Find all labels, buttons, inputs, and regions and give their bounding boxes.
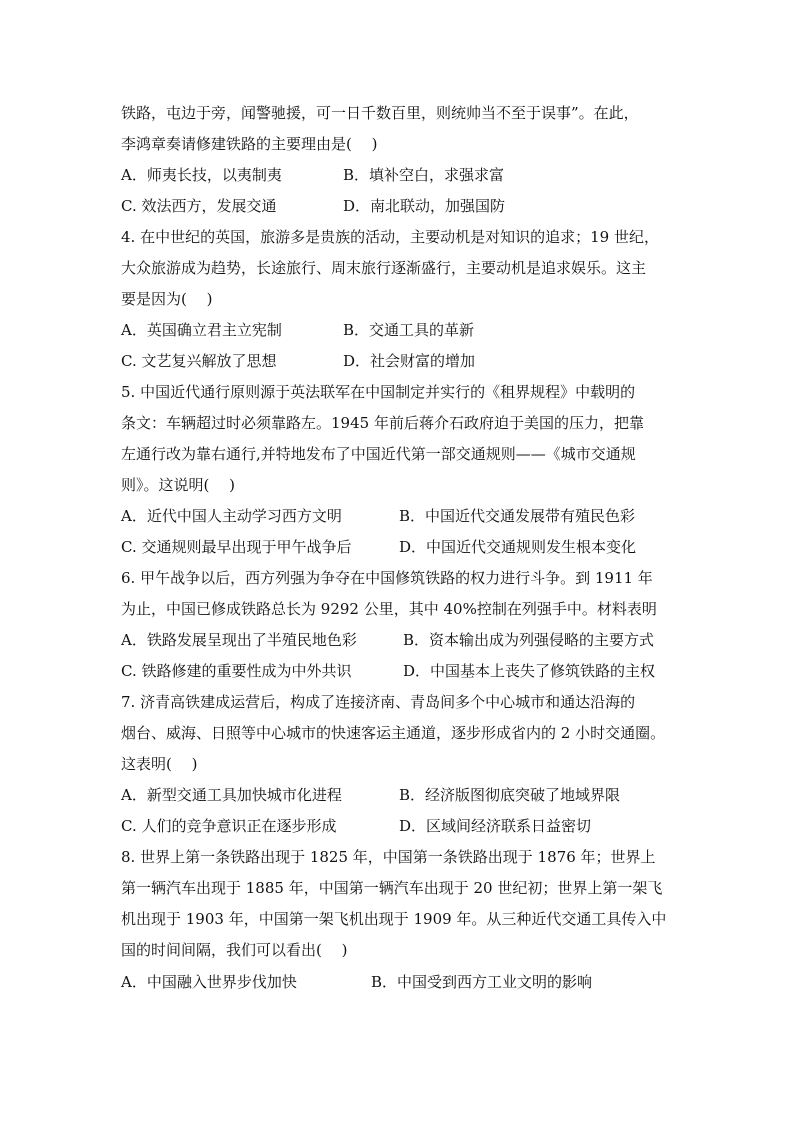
question5-line: 条文：车辆超过时必须靠路左。1945 年前后蒋介石政府迫于美国的压力，把靠: [121, 414, 644, 432]
question8-line: 第一辆汽车出现于 1885 年，中国第一辆汽车出现于 20 世纪初；世界上第一架飞: [121, 879, 663, 897]
question4-line: 要是因为( ): [121, 290, 213, 308]
question4-line: 4. 在中世纪的英国，旅游多是贵族的活动，主要动机是对知识的追求；19 世纪，: [121, 228, 659, 246]
question3-line: 李鸿章奏请修建铁路的主要理由是( ): [121, 135, 378, 153]
option-a: A．英国确立君主立宪制: [121, 321, 282, 339]
question6-line: 为止，中国已修成铁路总长为 9292 公里，其中 40%控制在列强手中。材料表明: [121, 600, 657, 618]
option-a: A．新型交通工具加快城市化进程: [121, 786, 342, 804]
option-c: C. 效法西方，发展交通: [121, 197, 277, 215]
question3-line: 铁路，屯边于旁，闻警驰援，可一日千数百里，则统帅当不至于误事”。在此，: [121, 104, 639, 122]
question4-line: 大众旅游成为趋势，长途旅行、周末旅行逐渐盛行，主要动机是追求娱乐。这主: [121, 259, 647, 277]
option-a: A．近代中国人主动学习西方文明: [121, 507, 342, 525]
question8-line: 国的时间间隔，我们可以看出( ): [121, 941, 348, 959]
option-d: D．中国近代交通规则发生根本变化: [399, 538, 637, 556]
option-c: C. 人们的竞争意识正在逐步形成: [121, 817, 337, 835]
option-b: B．填补空白，求强求富: [343, 166, 505, 184]
option-b: B．中国近代交通发展带有殖民色彩: [399, 507, 636, 525]
option-c: C. 铁路修建的重要性成为中外共识: [121, 662, 352, 680]
option-a: A．中国融入世界步伐加快: [121, 973, 297, 991]
option-c: C. 文艺复兴解放了思想: [121, 352, 277, 370]
option-a: A．铁路发展呈现出了半殖民地色彩: [121, 631, 357, 649]
question8-line: 机出现于 1903 年，中国第一架飞机出现于 1909 年。从三种近代交通工具传入中: [121, 910, 667, 928]
option-b: B．交通工具的革新: [343, 321, 475, 339]
option-b: B．资本输出成为列强侵略的主要方式: [403, 631, 655, 649]
question7-line: 这表明( ): [121, 755, 198, 773]
option-b: B．经济版图彻底突破了地域界限: [399, 786, 621, 804]
question8-line: 8. 世界上第一条铁路出现于 1825 年，中国第一条铁路出现于 1876 年；世界上: [121, 848, 656, 866]
option-c: C. 交通规则最早出现于甲午战争后: [121, 538, 352, 556]
option-d: D．南北联动，加强国防: [343, 197, 506, 215]
option-d: D．区域间经济联系日益密切: [399, 817, 592, 835]
question7-line: 烟台、威海、日照等中心城市的快速客运主通道，逐步形成省内的 2 小时交通圈。: [121, 724, 666, 742]
option-d: D．中国基本上丧失了修筑铁路的主权: [403, 662, 656, 680]
option-b: B．中国受到西方工业文明的影响: [371, 973, 593, 991]
question5-line: 左通行改为靠右通行,并特地发布了中国近代第一部交通规则——《城市交通规: [121, 445, 636, 463]
question6-line: 6. 甲午战争以后，西方列强为争夺在中国修筑铁路的权力进行斗争。到 1911 年: [121, 569, 653, 587]
question5-line: 则》。这说明( ): [121, 476, 235, 494]
question5-line: 5. 中国近代通行原则源于英法联军在中国制定并实行的《租界规程》中载明的: [121, 383, 636, 401]
option-a: A．师夷长技，以夷制夷: [121, 166, 282, 184]
question7-line: 7. 济青高铁建成运营后，构成了连接济南、青岛间多个中心城市和通达沿海的: [121, 693, 636, 711]
option-d: D．社会财富的增加: [343, 352, 476, 370]
